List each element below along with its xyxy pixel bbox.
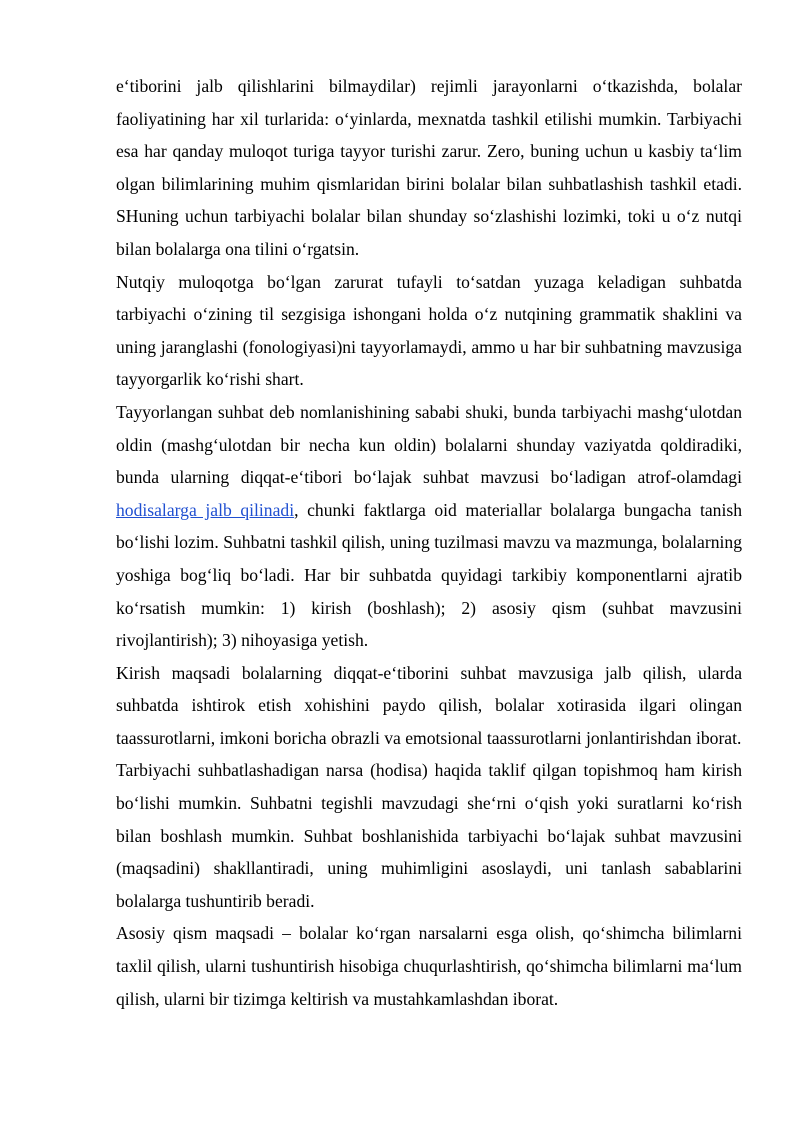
paragraph-2: Nutqiy muloqotga bo‘lgan zarurat tufayli to‘satdan yuzaga keladigan suhbatda tarbiyachi o‘zining til sezgisiga ishongani holda o‘z nutqining grammatik shaklini va uning jaranglashi (fonologiyasi)ni tayyorlamaydi, ammo u har bir suhbatning mavzusiga tayyorgarlik ko‘rishi shart. xyxy=(116,271,742,390)
paragraph-4: Kirish maqsadi bolalarning diqqat-e‘tiborini suhbat mavzusiga jalb qilish, ularda suhbatda ishtirok etish xohishini paydo qilish, bolalar xotirasida ilgari olingan taassurotlarni, imkoni boricha obrazli va emotsional taassurotlarni jonlantirishdan iborat. xyxy=(116,662,742,748)
paragraph-5: Tarbiyachi suhbatlashadigan narsa (hodisa) haqida taklif qilgan topishmoq ham kirish bo‘lishi mumkin. Suhbatni tegishli mavzudagi she‘rni o‘qish yoki suratlarni ko‘rish bilan boshlash mumkin. Suhbat boshlanishida tarbiyachi bo‘lajak suhbat mavzusini (maqsadini) shakllantiradi, uning muhimligini asoslaydi, uni tanlash sabablarini bolalarga tushuntirib beradi. xyxy=(116,760,742,911)
paragraph-6: Asosiy qism maqsadi – bolalar ko‘rgan narsalarni esga olish, qo‘shimcha bilimlarni taxlil qilish, ularni tushuntirish hisobiga chuqurlashtirish, qo‘shimcha bilimlarni ma‘lum qilish, ularni bir tizimga keltirish va mustahkamlashdan iborat. xyxy=(116,923,742,1009)
document-page xyxy=(116,70,742,1015)
paragraph-3-text-before: Tayyorlangan suhbat deb nomlanishining sababi shuki, bunda tarbiyachi mashg‘ulotdan oldin (mashg‘ulotdan bir necha kun oldin) bolalarni shunday vaziyatda qoldiradiki, bunda ularning diqqat-e‘tibori bo‘lajak suhbat mavzusi bo‘ladigan atrof-olamdagi xyxy=(116,401,742,488)
paragraph-1: e‘tiborini jalb qilishlarini bilmaydilar) rejimli jarayonlarni o‘tkazishda, bolalar faoliyatining har xil turlarida: o‘yinlarda, mexnatda tashkil etilishi mumkin. Tarbiyachi esa har qanday muloqot turiga tayyor turishi zarur. Zero, buning uchun u kasbiy ta‘lim olgan bilimlarining muhim qismlaridan birini bolalar bilan suhbatlashish tashkil etadi. SHuning uchun tarbiyachi bolalar bilan shunday so‘zlashishi lozimki, toki u o‘z nutqi bilan bolalarga ona tilini o‘rgatsin. xyxy=(116,76,742,259)
paragraph-3-text-after: , chunki faktlarga oid materiallar bolalarga bungacha tanish bo‘lishi lozim. Suhbatni tashkil qilish, uning tuzilmasi mavzu va mazmunga, bolalarning yoshiga bog‘liq bo‘ladi. Har bir suhbatda quyidagi tarkibiy komponentlarni ajratib ko‘rsatish mumkin: 1) kirish (boshlash); 2) asosiy qism (suhbat mavzusini rivojlantirish); 3) nihoyasiga yetish. xyxy=(116,499,742,651)
paragraph-3 xyxy=(116,396,742,657)
hyperlink-hodisalarga[interactable]: hodisalarga jalb qilinadi xyxy=(116,499,295,520)
